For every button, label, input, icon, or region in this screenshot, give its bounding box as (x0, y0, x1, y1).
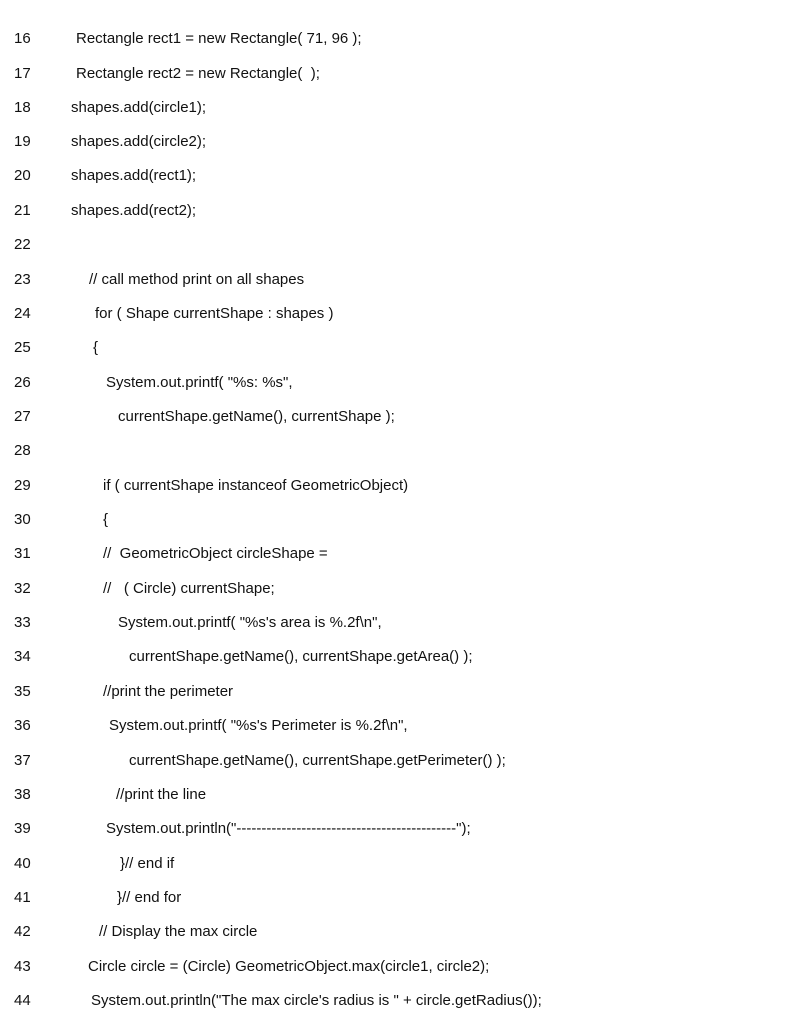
line-number: 34 (14, 648, 31, 665)
code-text: currentShape.getName(), currentShape.getPerimeter() ); (129, 752, 506, 769)
code-line (0, 91, 795, 125)
line-number: 27 (14, 408, 31, 425)
code-text: shapes.add(circle2); (71, 133, 207, 150)
code-line (0, 572, 795, 606)
code-line (0, 503, 795, 537)
line-number: 19 (14, 133, 31, 150)
code-text: // ( Circle) currentShape; (103, 580, 275, 597)
line-number: 32 (14, 580, 31, 597)
code-line (0, 366, 795, 400)
code-line (0, 709, 795, 743)
line-number: 38 (14, 786, 31, 803)
code-text: if ( currentShape instanceof GeometricObject) (103, 477, 409, 494)
code-text: }// end for (117, 889, 182, 906)
line-number: 41 (14, 889, 31, 906)
line-number: 29 (14, 477, 31, 494)
code-line (0, 469, 795, 503)
line-number: 25 (14, 339, 31, 356)
code-line (0, 297, 795, 331)
code-line (0, 950, 795, 984)
code-text: System.out.printf( "%s: %s", (106, 374, 293, 391)
code-line (0, 125, 795, 159)
code-text: Rectangle rect1 = new Rectangle( 71, 96 ); (76, 30, 362, 47)
code-line (0, 881, 795, 915)
line-number: 30 (14, 511, 31, 528)
code-text: //print the line (116, 786, 207, 803)
code-line (0, 984, 795, 1018)
code-line (0, 744, 795, 778)
code-text: System.out.printf( "%s's Perimeter is %.2f\n", (109, 717, 408, 734)
line-number: 36 (14, 717, 31, 734)
code-line (0, 194, 795, 228)
code-text: System.out.println("The max circle's radius is " + circle.getRadius()); (91, 992, 542, 1009)
code-line (0, 434, 795, 468)
code-line (0, 159, 795, 193)
line-number: 22 (14, 236, 31, 253)
line-number: 39 (14, 820, 31, 837)
line-number: 42 (14, 923, 31, 940)
line-number: 40 (14, 855, 31, 872)
code-line (0, 675, 795, 709)
code-line (0, 640, 795, 674)
line-number: 24 (14, 305, 31, 322)
code-text: //print the perimeter (103, 683, 234, 700)
code-text: { (103, 511, 109, 528)
code-line (0, 22, 795, 56)
line-number: 37 (14, 752, 31, 769)
code-line (0, 915, 795, 949)
line-number: 18 (14, 99, 31, 116)
line-number: 43 (14, 958, 31, 975)
line-number: 44 (14, 992, 31, 1009)
code-text: shapes.add(rect1); (71, 167, 197, 184)
code-line (0, 537, 795, 571)
line-number: 20 (14, 167, 31, 184)
code-text: currentShape.getName(), currentShape.getArea() ); (129, 648, 473, 665)
code-text: System.out.println("--------------------------------------------"); (106, 820, 471, 837)
code-line (0, 263, 795, 297)
code-line (0, 778, 795, 812)
code-text: // call method print on all shapes (89, 271, 305, 288)
line-number: 31 (14, 545, 31, 562)
line-number: 23 (14, 271, 31, 288)
line-number: 33 (14, 614, 31, 631)
code-line (0, 400, 795, 434)
code-text: }// end if (120, 855, 175, 872)
code-text: shapes.add(circle1); (71, 99, 207, 116)
code-line (0, 57, 795, 91)
code-text: // Display the max circle (99, 923, 258, 940)
code-line (0, 606, 795, 640)
line-number: 28 (14, 442, 31, 459)
line-number: 26 (14, 374, 31, 391)
code-line (0, 331, 795, 365)
code-text: // GeometricObject circleShape = (103, 545, 328, 562)
code-text: Rectangle rect2 = new Rectangle( ); (76, 65, 320, 82)
line-number: 21 (14, 202, 31, 219)
code-text: System.out.printf( "%s's area is %.2f\n", (118, 614, 382, 631)
line-number: 17 (14, 65, 31, 82)
code-line (0, 228, 795, 262)
code-text: { (93, 339, 99, 356)
line-number: 35 (14, 683, 31, 700)
code-text: shapes.add(rect2); (71, 202, 197, 219)
code-line (0, 812, 795, 846)
line-number: 16 (14, 30, 31, 47)
code-text: for ( Shape currentShape : shapes ) (95, 305, 334, 322)
code-text: currentShape.getName(), currentShape ); (118, 408, 395, 425)
code-line (0, 847, 795, 881)
code-text: Circle circle = (Circle) GeometricObject.max(circle1, circle2); (88, 958, 490, 975)
